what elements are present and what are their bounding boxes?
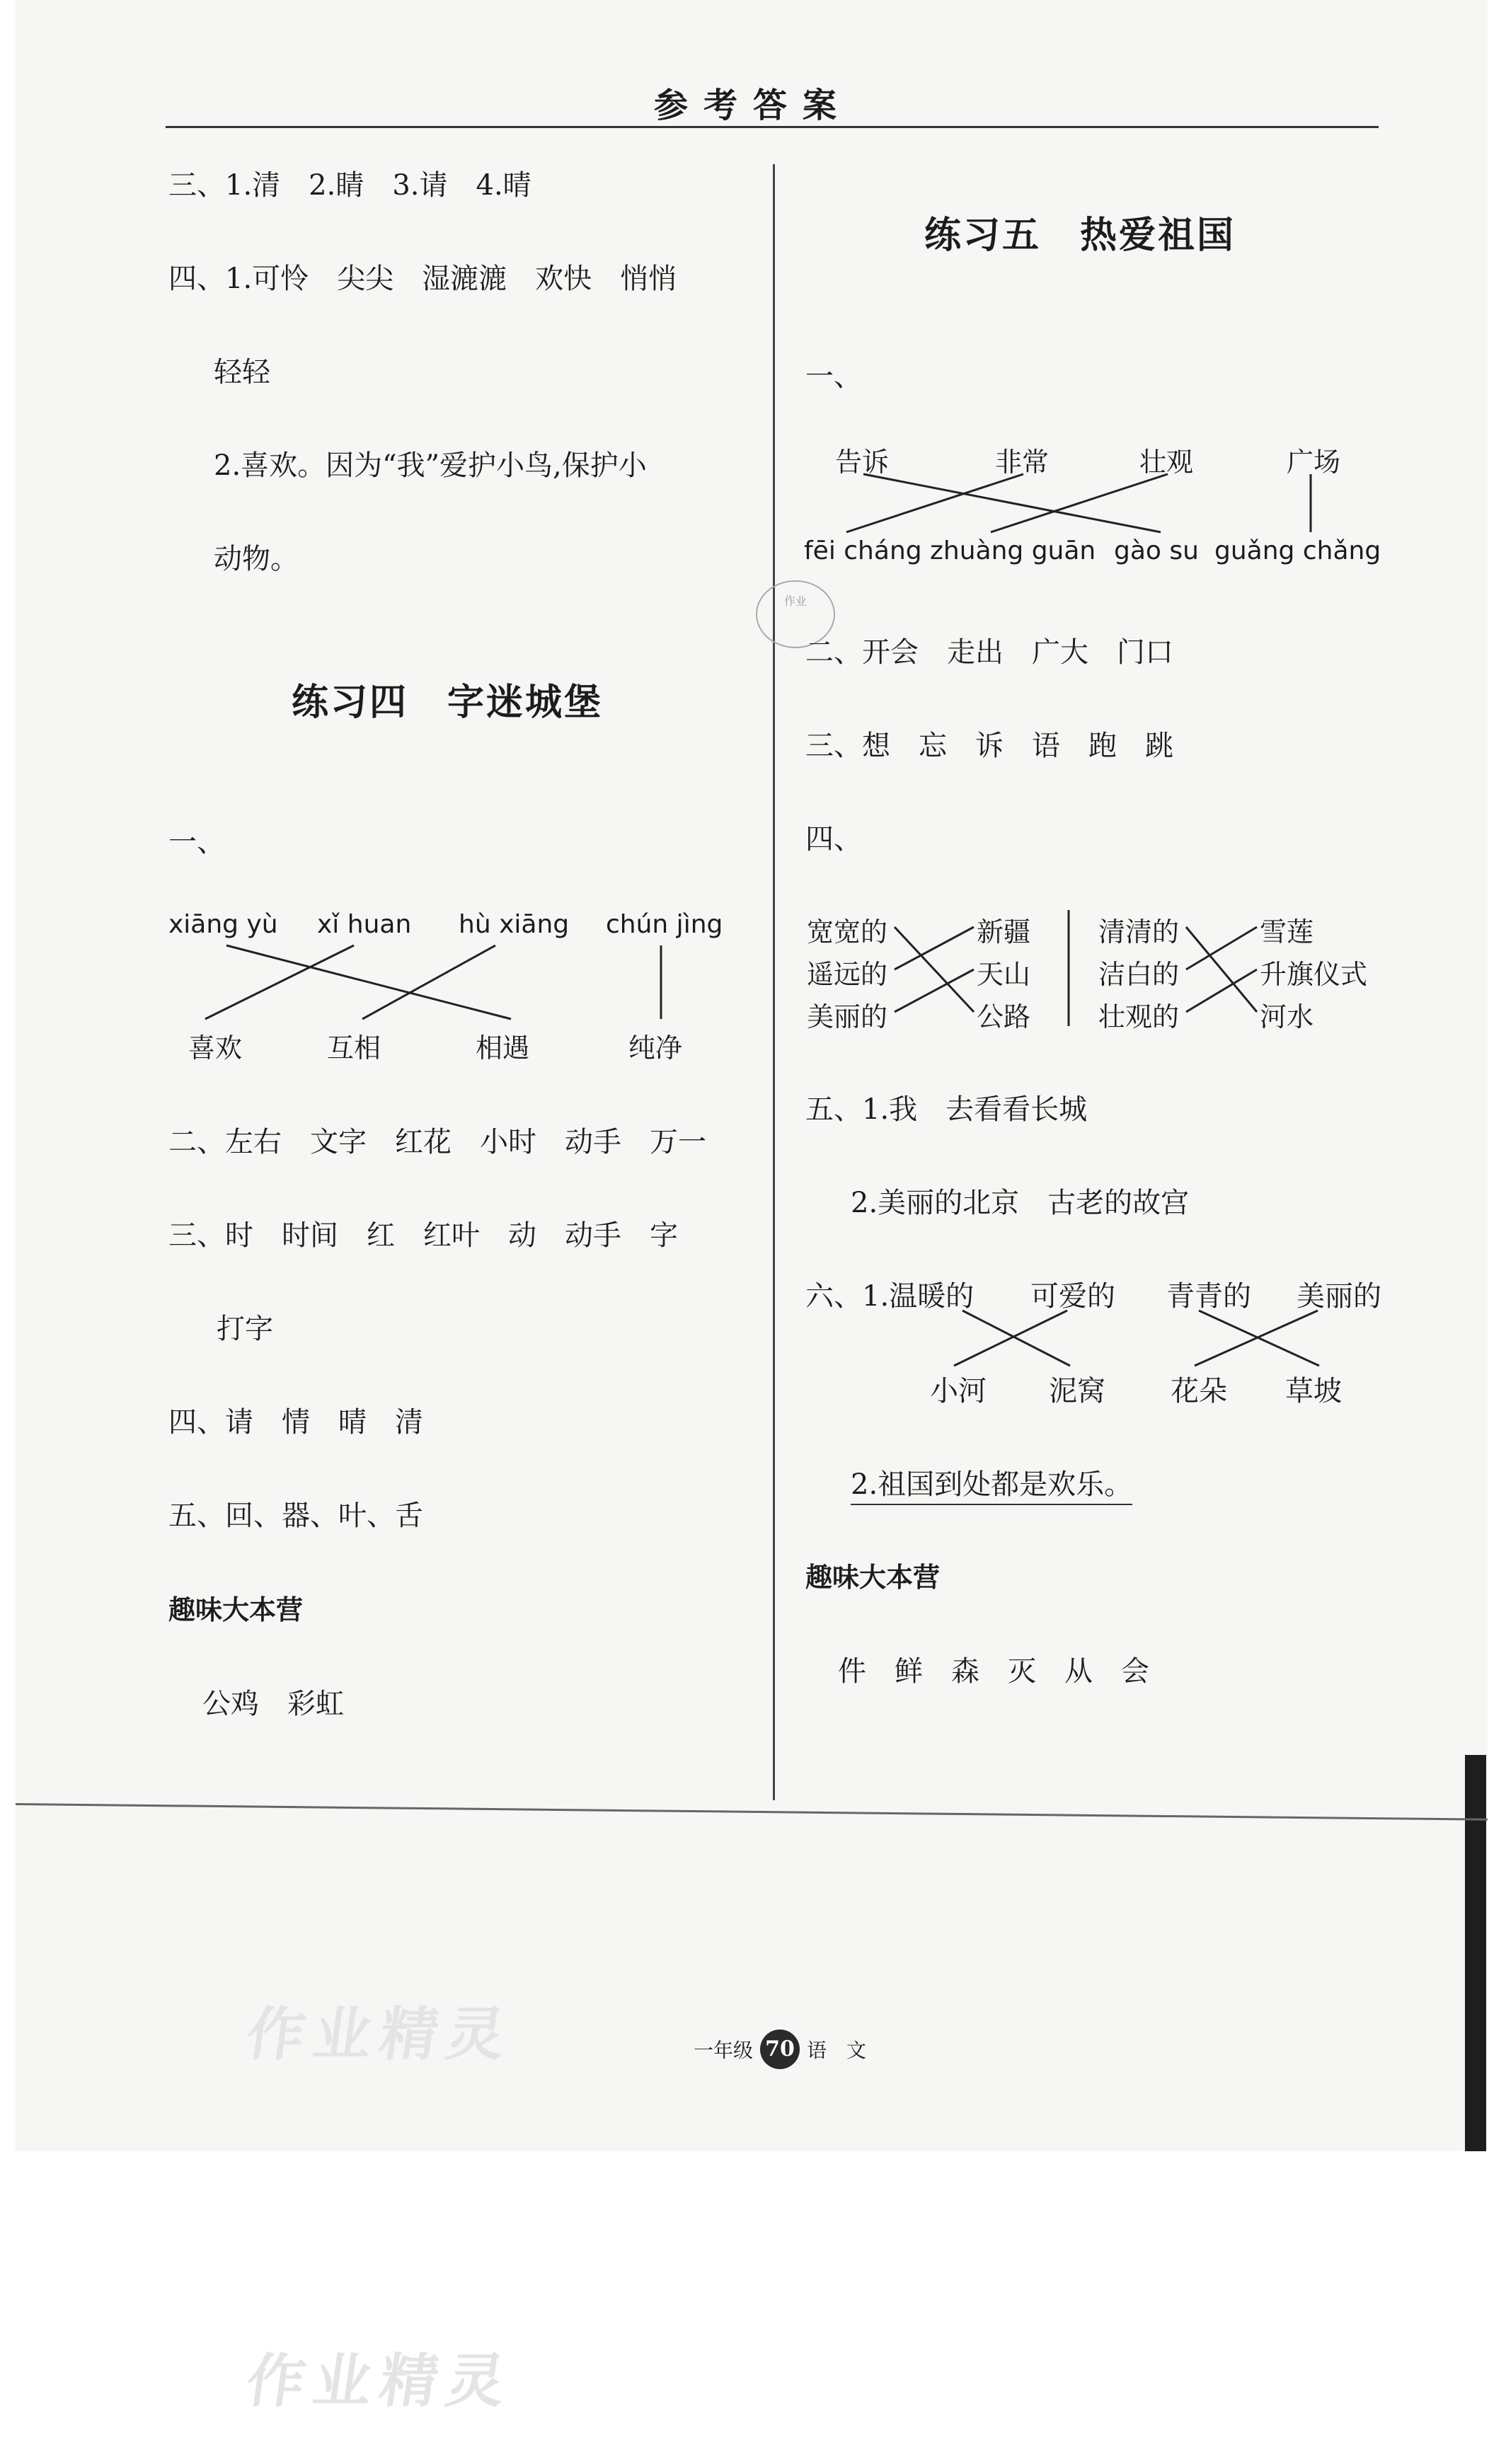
match-item: 六、1.温暖的	[805, 1280, 975, 1313]
page-footer	[694, 2030, 866, 2069]
page-edge-shadow	[1465, 1755, 1486, 2151]
fun-answer: 公鸡 彩虹	[202, 1688, 344, 1720]
pinyin-item: xiāng yù	[168, 910, 278, 939]
fun-answer: 件 鲜 森 灭 从 会	[838, 1655, 1149, 1688]
match-item: 洁白的	[1098, 959, 1180, 990]
answer-line: 2.美丽的北京 古老的故宫	[851, 1187, 1190, 1219]
answer-line: 轻轻	[214, 356, 270, 388]
answer-line: 二、开会 走出 广大 门口	[805, 636, 1173, 669]
word-item: 纯净	[628, 1032, 683, 1064]
answer-line: 2.喜欢。因为“我”爱护小鸟,保护小	[214, 449, 647, 482]
match-item: 公路	[977, 1001, 1031, 1032]
watermark: 作业精灵	[242, 2348, 518, 2415]
pinyin-item: guǎng chǎng	[1214, 536, 1381, 565]
match-item: 河水	[1260, 1001, 1314, 1032]
answer-line: 三、想 忘 诉 语 跑 跳	[805, 730, 1173, 762]
match-item: 遥远的	[807, 959, 888, 990]
header-rule	[166, 126, 1379, 128]
pinyin-item: xǐ huan	[317, 910, 412, 939]
column-divider	[773, 164, 775, 1800]
match-item: 新疆	[977, 916, 1031, 948]
match-item: 泥窝	[1049, 1375, 1105, 1407]
footer-grade: 一年级	[694, 2039, 754, 2062]
match-item: 花朵	[1171, 1375, 1227, 1407]
match-item: 可爱的	[1030, 1280, 1115, 1313]
pinyin-item: hù xiāng	[459, 910, 570, 939]
match-item: 壮观的	[1098, 1001, 1180, 1032]
match-item: 升旗仪式	[1260, 959, 1368, 990]
pinyin-item: zhuàng guān	[930, 536, 1096, 565]
word-item: 相遇	[476, 1032, 530, 1064]
word-item: 广场	[1287, 447, 1341, 478]
word-item: 互相	[327, 1032, 381, 1064]
fun-section-title: 趣味大本营	[805, 1562, 941, 1593]
word-item: 壮观	[1139, 447, 1194, 478]
page-number-badge: 70	[760, 2030, 800, 2069]
match-item: 美丽的	[1297, 1280, 1381, 1313]
fun-section-title: 趣味大本营	[168, 1594, 304, 1625]
page-header-title: 参考答案	[653, 86, 852, 125]
match-item: 青青的	[1166, 1280, 1251, 1313]
question-label: 一、	[168, 826, 225, 858]
answer-line: 打字	[217, 1313, 273, 1345]
word-item: 喜欢	[188, 1032, 243, 1064]
match-item: 小河	[930, 1375, 987, 1407]
watermark: 作业精灵	[242, 2001, 518, 2068]
answer-line: 四、请 情 晴 清	[168, 1406, 423, 1439]
pinyin-item: fēi cháng	[804, 536, 922, 565]
answer-line	[851, 1462, 1132, 1502]
match-item: 草坡	[1285, 1375, 1342, 1407]
answer-line: 五、回、器、叶、舌	[168, 1499, 423, 1532]
match-item: 宽宽的	[807, 916, 888, 948]
pinyin-item: gào su	[1114, 536, 1199, 565]
match-item: 美丽的	[807, 1001, 888, 1032]
answer-line: 五、1.我 去看看长城	[805, 1093, 1088, 1126]
answer-page	[16, 0, 1488, 2151]
match-item: 雪莲	[1260, 916, 1314, 948]
question-label: 一、	[805, 360, 862, 393]
answer-line: 二、左右 文字 红花 小时 动手 万一	[168, 1126, 706, 1158]
word-item: 非常	[995, 447, 1050, 478]
section-title-practice-5: 练习五 热爱祖国	[924, 214, 1236, 257]
answer-line: 四、1.可怜 尖尖 湿漉漉 欢快 悄悄	[168, 263, 677, 295]
match-item: 清清的	[1098, 916, 1180, 948]
match-item: 天山	[977, 959, 1031, 990]
homework-stamp: 作业	[756, 580, 835, 648]
answer-line: 动物。	[214, 543, 299, 575]
answer-line: 三、1.清 2.睛 3.请 4.晴	[168, 169, 531, 202]
pinyin-item: chún jìng	[606, 910, 723, 939]
answer-line: 三、时 时间 红 红叶 动 动手 字	[168, 1219, 678, 1252]
question-label: 四、	[805, 823, 862, 856]
footer-subject: 语 文	[807, 2039, 867, 2062]
section-title-practice-4: 练习四 字迷城堡	[292, 681, 604, 724]
word-item: 告诉	[835, 447, 890, 478]
underlined-answer: 2.祖国到处都是欢乐。	[851, 1468, 1132, 1505]
